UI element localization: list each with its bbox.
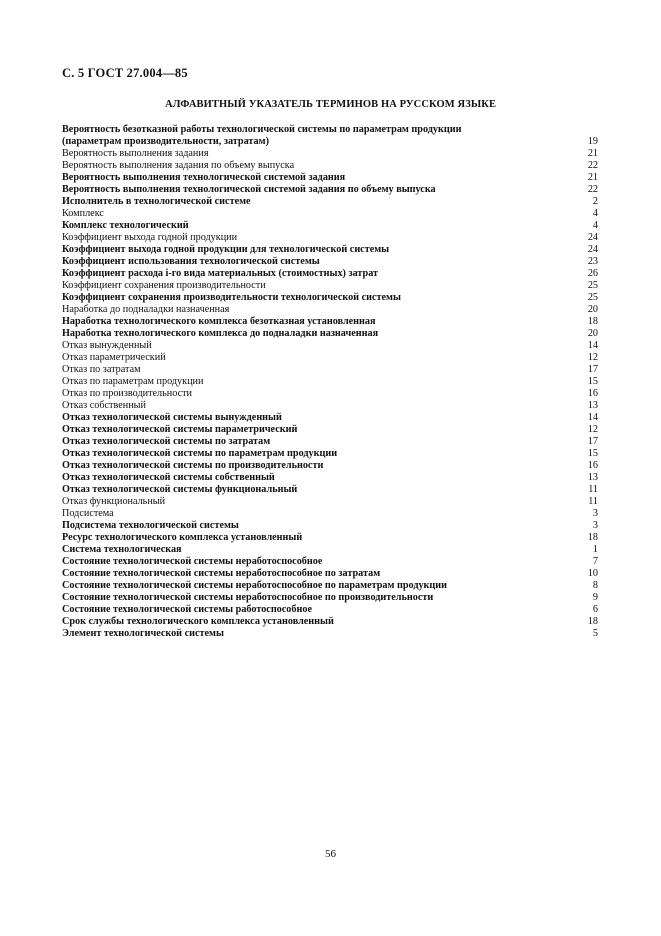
index-entry-term: Отказ технологической системы по параметрам продукции bbox=[62, 448, 338, 459]
index-entry bbox=[62, 292, 598, 304]
index-entry bbox=[62, 592, 598, 604]
index-entry bbox=[62, 460, 598, 472]
index-entry bbox=[62, 172, 598, 184]
index-entry-term: Элемент технологической системы bbox=[62, 628, 224, 639]
index-entry bbox=[62, 472, 598, 484]
index-entry-page: 12 bbox=[587, 352, 598, 363]
index-entry-page: 11 bbox=[588, 484, 598, 495]
index-entry bbox=[62, 124, 598, 148]
index-entry-page: 18 bbox=[587, 532, 598, 543]
index-entry-term: Коэффициент использования технологической системы bbox=[62, 256, 320, 267]
index-entry-term: Коэффициент сохранения производительности bbox=[62, 280, 266, 291]
index-entry-term: Коэффициент сохранения производительности технологической системы bbox=[62, 292, 401, 303]
index-entry-term: Коэффициент расхода i-го вида материальных (стоимостных) затрат bbox=[62, 268, 379, 279]
index-entry-term: Отказ технологической системы параметрический bbox=[62, 424, 298, 435]
index-entry-page: 8 bbox=[592, 580, 598, 591]
index-entry-term: Срок службы технологического комплекса установленный bbox=[62, 616, 334, 627]
index-entry bbox=[62, 280, 598, 292]
index-entry bbox=[62, 520, 598, 532]
index-entry-term: Состояние технологической системы неработоспособное по затратам bbox=[62, 568, 381, 579]
index-entry-page: 21 bbox=[587, 148, 598, 159]
index-entry bbox=[62, 160, 598, 172]
index-entry bbox=[62, 388, 598, 400]
index-entry-term: Отказ технологической системы функциональный bbox=[62, 484, 298, 495]
index-entry-term: Отказ технологической системы собственный bbox=[62, 472, 275, 483]
index-entry bbox=[62, 244, 598, 256]
index-entry-term: Наработка до подналадки назначенная bbox=[62, 304, 230, 315]
index-entry-term: Отказ функциональный bbox=[62, 496, 166, 507]
index-entry-page: 14 bbox=[587, 340, 598, 351]
index-entry-term: Подсистема bbox=[62, 508, 114, 519]
index-entry bbox=[62, 568, 598, 580]
index-entry-page: 4 bbox=[592, 220, 598, 231]
index-entry-term: Коэффициент выхода годной продукции для технологической системы bbox=[62, 244, 390, 255]
index-entry-term: Исполнитель в технологической системе bbox=[62, 196, 251, 207]
index-entry-page: 2 bbox=[592, 196, 598, 207]
index-entry-page: 11 bbox=[588, 496, 598, 507]
index-entry bbox=[62, 316, 598, 328]
index-entry bbox=[62, 436, 598, 448]
index-entry-term: Комплекс технологический bbox=[62, 220, 189, 231]
index-entry bbox=[62, 232, 598, 244]
index-list bbox=[62, 124, 598, 640]
index-entry bbox=[62, 448, 598, 460]
index-entry-term: Отказ собственный bbox=[62, 400, 146, 411]
index-entry-page: 25 bbox=[587, 280, 598, 291]
index-entry bbox=[62, 364, 598, 376]
index-entry bbox=[62, 532, 598, 544]
index-entry-term: Отказ по производительности bbox=[62, 388, 193, 399]
index-entry bbox=[62, 496, 598, 508]
index-entry-page: 21 bbox=[587, 172, 598, 183]
index-entry bbox=[62, 604, 598, 616]
page-header: С. 5 ГОСТ 27.004—85 bbox=[62, 66, 188, 80]
index-title: АЛФАВИТНЫЙ УКАЗАТЕЛЬ ТЕРМИНОВ НА РУССКОМ ЯЗЫКЕ bbox=[164, 99, 497, 110]
index-entry-page: 24 bbox=[587, 244, 598, 255]
index-entry-term: Состояние технологической системы неработоспособное по производительности bbox=[62, 592, 434, 603]
index-entry-page: 9 bbox=[592, 592, 598, 603]
index-entry-page: 7 bbox=[592, 556, 598, 567]
index-entry bbox=[62, 340, 598, 352]
index-entry-page: 4 bbox=[592, 208, 598, 219]
index-entry-page: 6 bbox=[592, 604, 598, 615]
index-entry bbox=[62, 484, 598, 496]
index-entry-page: 22 bbox=[587, 160, 598, 171]
index-entry bbox=[62, 544, 598, 556]
index-entry-page: 13 bbox=[587, 400, 598, 411]
index-entry-page: 19 bbox=[587, 136, 598, 147]
index-entry-page: 17 bbox=[587, 364, 598, 375]
index-entry-page: 3 bbox=[592, 520, 598, 531]
index-entry-term: Наработка технологического комплекса безотказная установленная bbox=[62, 316, 376, 327]
index-entry bbox=[62, 508, 598, 520]
index-entry-page: 24 bbox=[587, 232, 598, 243]
index-entry-term: Вероятность выполнения задания bbox=[62, 148, 209, 159]
index-entry-term: Отказ технологической системы по производительности bbox=[62, 460, 324, 471]
index-entry bbox=[62, 580, 598, 592]
index-entry-term: Вероятность выполнения задания по объему выпуска bbox=[62, 160, 295, 171]
index-entry-page: 18 bbox=[587, 616, 598, 627]
index-entry-page: 15 bbox=[587, 448, 598, 459]
index-entry-term: Система технологическая bbox=[62, 544, 182, 555]
index-entry-page: 26 bbox=[587, 268, 598, 279]
index-entry bbox=[62, 556, 598, 568]
index-entry bbox=[62, 304, 598, 316]
index-entry-page: 3 bbox=[592, 508, 598, 519]
index-entry-term: Состояние технологической системы неработоспособное по параметрам продукции bbox=[62, 580, 448, 591]
index-entry-page: 12 bbox=[587, 424, 598, 435]
index-entry-term: Отказ технологической системы по затратам bbox=[62, 436, 271, 447]
index-entry-page: 18 bbox=[587, 316, 598, 327]
index-entry bbox=[62, 628, 598, 640]
index-entry bbox=[62, 616, 598, 628]
index-entry bbox=[62, 424, 598, 436]
index-entry-page: 25 bbox=[587, 292, 598, 303]
index-entry bbox=[62, 220, 598, 232]
index-entry-page: 13 bbox=[587, 472, 598, 483]
index-entry-term: Подсистема технологической системы bbox=[62, 520, 239, 531]
index-entry bbox=[62, 400, 598, 412]
index-entry-term: Состояние технологической системы работоспособное bbox=[62, 604, 312, 615]
index-entry bbox=[62, 256, 598, 268]
index-entry bbox=[62, 352, 598, 364]
index-entry bbox=[62, 412, 598, 424]
index-entry-page: 16 bbox=[587, 460, 598, 471]
index-entry-term: Отказ технологической системы вынужденный bbox=[62, 412, 282, 423]
index-entry-page: 14 bbox=[587, 412, 598, 423]
index-entry-term: Ресурс технологического комплекса установленный bbox=[62, 532, 303, 543]
index-entry-term: Вероятность выполнения технологической системой задания по объему выпуска bbox=[62, 184, 436, 195]
index-entry bbox=[62, 208, 598, 220]
index-entry-term: Вероятность безотказной работы технологической системы по параметрам продукции (параметрам производительности, затратам) bbox=[62, 124, 462, 147]
index-entry-page: 1 bbox=[592, 544, 598, 555]
index-entry-page: 15 bbox=[587, 376, 598, 387]
index-entry-term: Наработка технологического комплекса до подналадки назначенная bbox=[62, 328, 379, 339]
index-entry-term: Отказ вынужденный bbox=[62, 340, 152, 351]
index-entry-page: 16 bbox=[587, 388, 598, 399]
index-entry-term: Состояние технологической системы неработоспособное bbox=[62, 556, 323, 567]
index-entry bbox=[62, 196, 598, 208]
index-entry-page: 20 bbox=[587, 304, 598, 315]
index-entry bbox=[62, 268, 598, 280]
index-entry bbox=[62, 376, 598, 388]
index-entry bbox=[62, 148, 598, 160]
index-entry-term: Отказ по затратам bbox=[62, 364, 141, 375]
index-entry-term: Отказ параметрический bbox=[62, 352, 166, 363]
index-entry-page: 22 bbox=[587, 184, 598, 195]
index-entry-page: 20 bbox=[587, 328, 598, 339]
index-entry-term: Вероятность выполнения технологической системой задания bbox=[62, 172, 346, 183]
index-entry bbox=[62, 328, 598, 340]
index-entry bbox=[62, 184, 598, 196]
page-number: 56 bbox=[325, 848, 336, 860]
index-entry-page: 5 bbox=[592, 628, 598, 639]
index-entry-term: Коэффициент выхода годной продукции bbox=[62, 232, 238, 243]
index-entry-term: Отказ по параметрам продукции bbox=[62, 376, 204, 387]
index-entry-page: 10 bbox=[587, 568, 598, 579]
index-entry-term: Комплекс bbox=[62, 208, 104, 219]
index-entry-page: 17 bbox=[587, 436, 598, 447]
index-entry-page: 23 bbox=[587, 256, 598, 267]
